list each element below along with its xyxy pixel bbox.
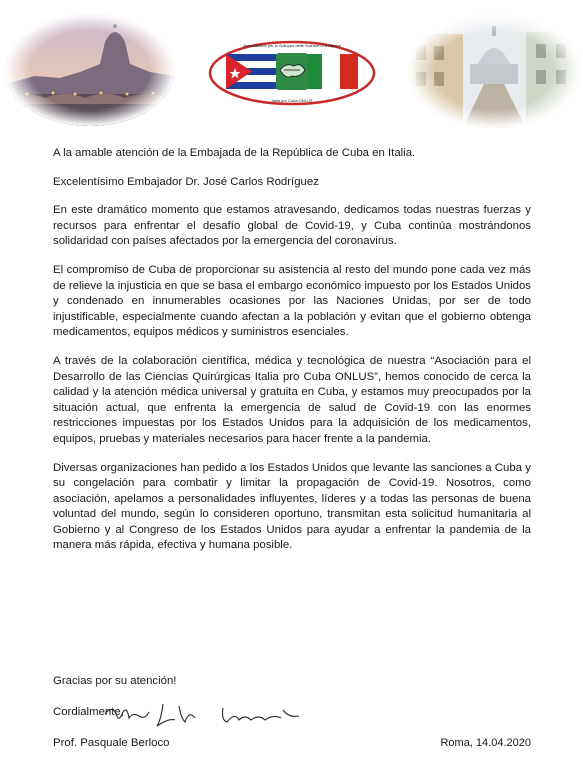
havana-photo bbox=[408, 14, 580, 128]
place-date: Roma, 14.04.2020 bbox=[440, 737, 531, 749]
salutation: A la amable atención de la Embajada de la República de Cuba en Italia. bbox=[53, 147, 416, 159]
association-logo bbox=[208, 40, 376, 106]
handwritten-signature bbox=[103, 700, 313, 730]
addressee: Excelentísimo Embajador Dr. José Carlos Rodríguez bbox=[53, 175, 319, 188]
logo-bottom-text: Italia pro Cuba ONLUS bbox=[271, 98, 313, 103]
thanks-line: Gracias por su atención! bbox=[53, 675, 177, 687]
logo-top-text: Associazione per lo Sviluppo delle Scienze Chirurgiche bbox=[243, 43, 341, 48]
paragraph-4: Diversas organizaciones han pedido a los Estados Unidos que levante las sanciones a Cuba y su congelación para combatir y limitar la propagación de Covid-19. Nosotros, como asociación, apelamos a personalidades influyentes, líderes y a todas las personas de buena voluntad del mundo, según lo consideren oportuno, transmitan esta solicitud humanitaria al Gobierno y al Congreso de los Estados Unidos para ayudar a enfrentar la pandemia de la manera más rápida, efectiva y humana posible. bbox=[53, 461, 531, 552]
paragraph-2: El compromiso de Cuba de proporcionar su asistencia al resto del mundo pone cada vez más de relieve la injusticia en que se basa el embargo económico impuesto por los Estados Unidos y condenado en innumerables ocasiones por las Naciones Unidas, por ser de todo injustificable, especialmente cuando afectan a la población y evitan que el gobierno obtenga medicamentos, equipos médicos y suministros esenciales. bbox=[53, 263, 531, 339]
rome-photo bbox=[5, 14, 175, 126]
letter-body bbox=[53, 146, 531, 567]
signer-name: Prof. Pasquale Berloco bbox=[53, 737, 170, 749]
closing-line: Cordialmente, bbox=[53, 706, 124, 718]
paragraph-1: En este dramático momento que estamos atravesando, dedicamos todas nuestras fuerzas y recursos para enfrentar el desafío global de Covid-19, y Cuba continúa mostrándonos solidaridad con países afectados por la emergencia del coronavirus. bbox=[53, 204, 531, 248]
paragraph-3: A través de la colaboración científica, médica y tecnológica de nuestra “Asociación para el Desarrollo de las Ciencias Quirúrgicas Italia pro Cuba ONLUS”, hemos conocido de cerca la calidad y la atención médica universal y gratuita en Cuba, y estamos muy preocupados por la situación actual, que enfrenta la emergencia de salud de Covid-19 con las enormes restricciones impuestas por los Estados Unidos para la adquisición de los medicamentos, equipos, pruebas y materiales necesarios para hacer frente a la pandemia. bbox=[53, 354, 531, 445]
